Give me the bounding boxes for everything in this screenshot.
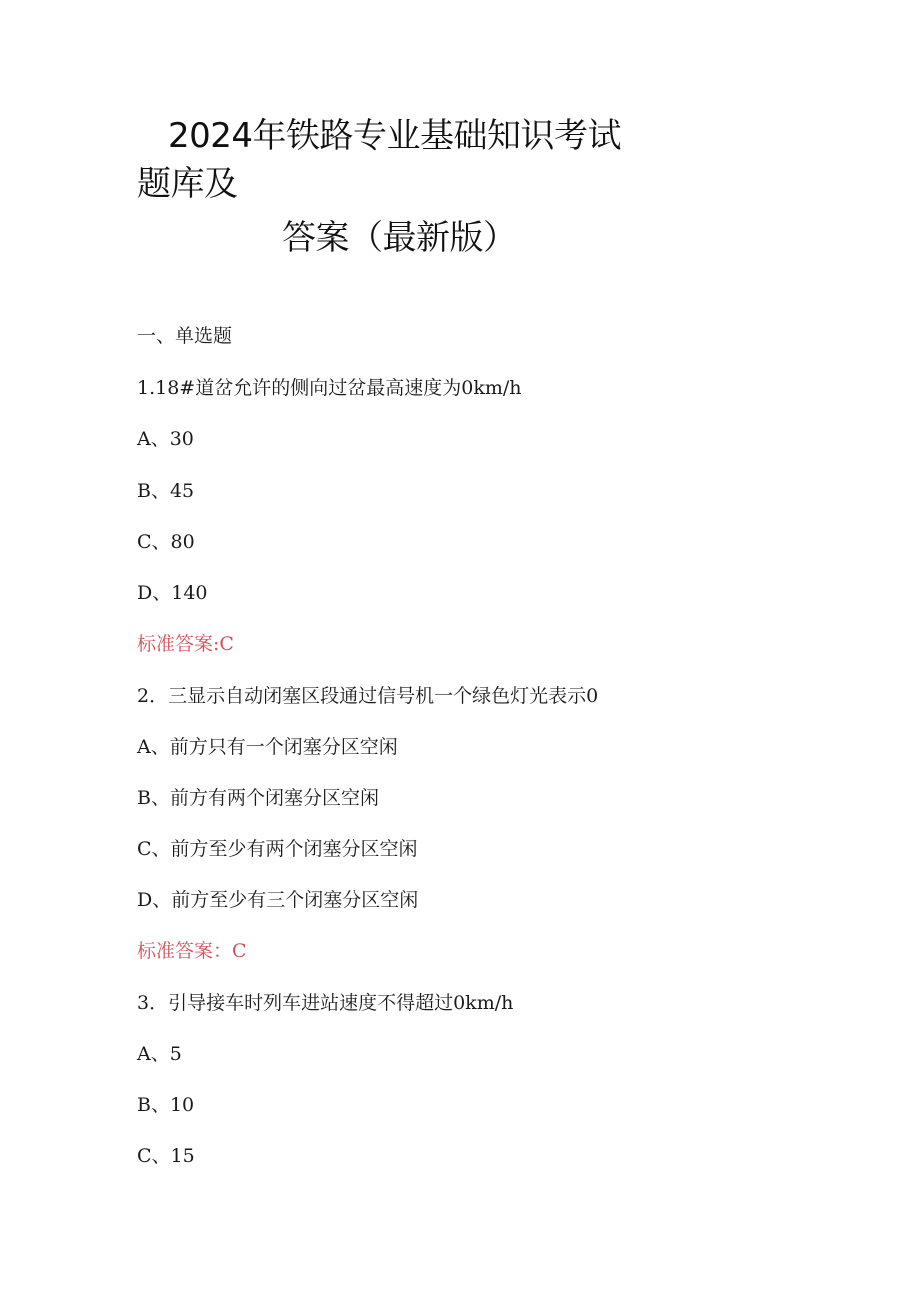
question-3-option-a: A、5 — [137, 1043, 182, 1065]
question-3-stem: 3．引导接车时列车进站速度不得超过0km/h — [137, 992, 514, 1014]
question-1-stem: 1.18#道岔允许的侧向过岔最高速度为0km/h — [137, 377, 522, 399]
section-heading: 一、单选题 — [137, 325, 233, 347]
document-title-line-2: 题库及 — [137, 164, 238, 204]
question-2-option-c: C、前方至少有两个闭塞分区空闲 — [137, 838, 418, 860]
document-title-line-1: 2024年铁路专业基础知识考试 — [168, 116, 622, 156]
question-2-stem: 2．三显示自动闭塞区段通过信号机一个绿色灯光表示0 — [137, 685, 599, 707]
question-3-option-c: C、15 — [137, 1145, 195, 1167]
question-2-answer: 标准答案：C — [137, 940, 247, 962]
question-1-option-b: B、45 — [137, 480, 195, 502]
question-1-option-d: D、140 — [137, 582, 208, 604]
question-1-answer: 标准答案:C — [137, 633, 234, 655]
question-2-option-d: D、前方至少有三个闭塞分区空闲 — [137, 889, 419, 911]
document-title-line-3: 答案（最新版） — [282, 218, 517, 258]
question-1-option-a: A、30 — [137, 428, 194, 450]
question-1-option-c: C、80 — [137, 531, 195, 553]
question-2-option-a: A、前方只有一个闭塞分区空闲 — [137, 736, 398, 758]
question-2-option-b: B、前方有两个闭塞分区空闲 — [137, 787, 379, 809]
question-3-option-b: B、10 — [137, 1094, 195, 1116]
